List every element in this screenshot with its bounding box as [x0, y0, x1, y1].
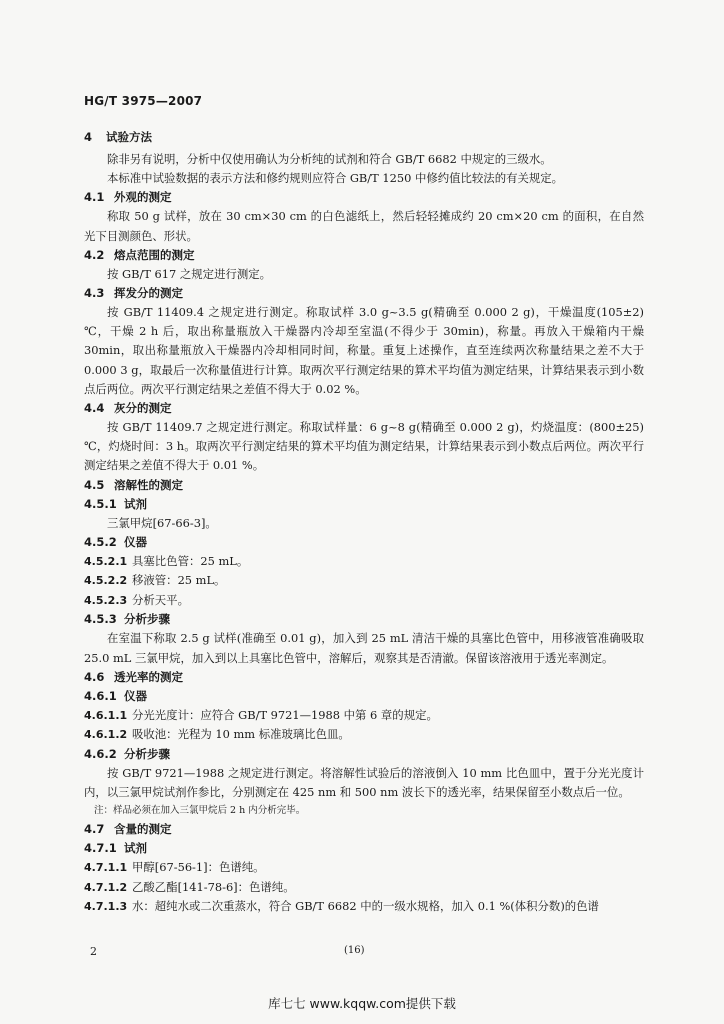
list-item: 4.6.1.2 吸收池：光程为 10 mm 标准玻璃比色皿。 [84, 727, 350, 742]
subsection-heading: 4.5.1 试剂 [84, 496, 147, 511]
subsection-heading: 4.5.2 仪器 [84, 534, 147, 549]
page-content [84, 128, 644, 917]
list-item: 4.7.1.2 乙酸乙酯[141-78-6]：色谱纯。 [84, 879, 295, 894]
note: 注：样品必须在加入三氯甲烷后 2 h 内分析完毕。 [94, 805, 306, 817]
list-item: 4.7.1.1 甲醇[67-56-1]：色谱纯。 [84, 860, 265, 875]
subsection-heading: 4.6.1 仪器 [84, 688, 147, 703]
paragraph: 三氯甲烷[67-66-3]。 [107, 515, 217, 530]
list-item: 4.5.2.3 分析天平。 [84, 592, 189, 607]
paragraph: 称取 50 g 试样，放在 30 cm×30 cm 的白色滤纸上，然后轻轻摊成约 20 cm×20 cm 的面积，在自然光下目测颜色、形状。 [84, 209, 644, 243]
paragraph: 按 GB/T 11409.7 之规定进行测定。称取试样量：6 g~8 g(精确至 0.000 2 g)，灼烧温度：(800±25) ℃，灼烧时间：3 h。取两次平行测定结果的算术平均值为测定结果，计算结果表示到小数点后两位。两次平行测定结果之差值不得大于 0.01 %。 [84, 420, 644, 473]
sheet-mark: (16) [344, 945, 365, 956]
section-heading: 4.6 透光率的测定 [84, 669, 183, 684]
section-heading: 4.3 挥发分的测定 [84, 286, 183, 301]
section-heading: 4.2 熔点范围的测定 [84, 247, 195, 262]
list-item: 4.5.2.2 移液管：25 mL。 [84, 573, 226, 588]
section-heading: 4.7 含量的测定 [84, 822, 172, 837]
paragraph: 在室温下称取 2.5 g 试样(准确至 0.01 g)，加入到 25 mL 清洁干燥的具塞比色管中，用移液管准确吸取 25.0 mL 三氯甲烷，加入到以上具塞比色管中，溶解后，观察其是否清澈。保留该溶液用于透光率测定。 [84, 631, 644, 665]
paragraph: 除非另有说明，分析中仅使用确认为分析纯的试剂和符合 GB/T 6682 中规定的三级水。 [107, 152, 552, 166]
subsection-heading: 4.7.1 试剂 [84, 841, 147, 856]
standard-code: HG/T 3975—2007 [84, 94, 203, 108]
download-watermark: 库七七 www.kqqw.com提供下载 [268, 996, 456, 1011]
section-heading: 4.1 外观的测定 [84, 190, 172, 205]
section-heading: 4.5 溶解性的测定 [84, 477, 183, 492]
paragraph: 按 GB/T 11409.4 之规定进行测定。称取试样 3.0 g~3.5 g(精确至 0.000 2 g)，干燥温度(105±2) ℃，干燥 2 h 后，取出称量瓶放入干燥器内冷却至室温(不得少于 30min)，称量。再放入干燥箱内干燥 30min，取出称量瓶放入干燥器内冷却相同时间，称量。重复上述操作，直至连续两次称量结果之差不大于 0.000 3 g，取最后一次称量值进行计算。取两次平行测定结果的算术平均值为测定结果，计算结果表示到小数点后两位。两次平行测定结果之差值不得大于 0.02 %。 [84, 305, 644, 396]
paragraph: 按 GB/T 617 之规定进行测定。 [107, 266, 272, 281]
list-item: 4.5.2.1 具塞比色管：25 mL。 [84, 553, 249, 568]
page-number: 2 [90, 945, 97, 958]
subsection-heading: 4.6.2 分析步骤 [84, 746, 170, 761]
list-item: 4.7.1.3 水：超纯水或二次重蒸水，符合 GB/T 6682 中的一级水规格，加入 0.1 %(体积分数)的色谱 [84, 899, 599, 914]
subsection-heading: 4.5.3 分析步骤 [84, 612, 170, 627]
section-heading: 4 试验方法 [84, 130, 152, 144]
paragraph: 按 GB/T 9721—1988 之规定进行测定。将溶解性试验后的溶液倒入 10 mm 比色皿中，置于分光光度计内，以三氯甲烷试剂作参比，分别测定在 425 nm 和 500 nm 波长下的透光率，结果保留至小数点后一位。 [84, 765, 644, 799]
section-heading: 4.4 灰分的测定 [84, 401, 172, 416]
paragraph: 本标准中试验数据的表示方法和修约规则应符合 GB/T 1250 中修约值比较法的有关规定。 [107, 171, 564, 186]
list-item: 4.6.1.1 分光光度计：应符合 GB/T 9721—1988 中第 6 章的规定。 [84, 707, 438, 722]
